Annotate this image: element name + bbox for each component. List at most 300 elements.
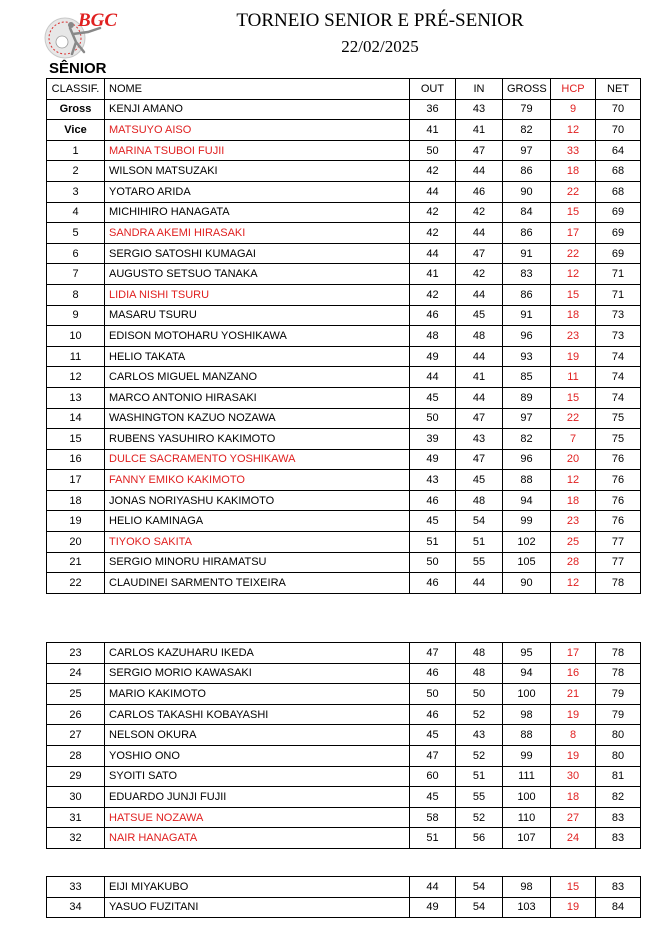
col-header-out: OUT [410,79,456,100]
cell-in: 44 [456,387,503,408]
cell-hcp: 18 [551,161,596,182]
cell-gross: 100 [503,787,551,808]
cell-gross: 99 [503,745,551,766]
table-row [47,828,641,849]
cell-hcp: 12 [551,120,596,141]
cell-classif: 12 [47,367,105,388]
table-row [47,552,641,573]
cell-net: 80 [596,725,641,746]
col-header-net: NET [596,79,641,100]
cell-hcp: 19 [551,346,596,367]
cell-in: 43 [456,725,503,746]
cell-classif: 30 [47,787,105,808]
cell-classif: 6 [47,243,105,264]
cell-hcp: 30 [551,766,596,787]
cell-nome: CARLOS MIGUEL MANZANO [105,367,410,388]
cell-hcp: 24 [551,828,596,849]
cell-gross: 90 [503,181,551,202]
cell-net: 69 [596,202,641,223]
cell-gross: 90 [503,573,551,594]
table-row [47,490,641,511]
table-row [47,429,641,450]
cell-nome: WASHINGTON KAZUO NOZAWA [105,408,410,429]
cell-out: 46 [410,490,456,511]
cell-hcp: 15 [551,202,596,223]
table-row [47,704,641,725]
cell-out: 46 [410,704,456,725]
cell-nome: MICHIHIRO HANAGATA [105,202,410,223]
cell-out: 50 [410,684,456,705]
cell-classif: 1 [47,140,105,161]
col-header-classif: CLASSIF. [47,79,105,100]
cell-net: 76 [596,449,641,470]
cell-in: 47 [456,408,503,429]
cell-net: 68 [596,181,641,202]
cell-nome: YASUO FUZITANI [105,897,410,918]
table-row [47,511,641,532]
cell-net: 73 [596,326,641,347]
cell-hcp: 28 [551,552,596,573]
cell-out: 50 [410,408,456,429]
cell-classif: 4 [47,202,105,223]
cell-gross: 97 [503,140,551,161]
cell-gross: 91 [503,243,551,264]
cell-gross: 103 [503,897,551,918]
cell-net: 79 [596,704,641,725]
cell-gross: 83 [503,264,551,285]
results-table-group-2 [46,642,641,849]
cell-out: 60 [410,766,456,787]
cell-hcp: 25 [551,532,596,553]
cell-net: 64 [596,140,641,161]
cell-out: 46 [410,305,456,326]
cell-hcp: 17 [551,643,596,664]
club-logo [40,8,126,66]
cell-hcp: 18 [551,787,596,808]
cell-out: 42 [410,284,456,305]
cell-in: 52 [456,745,503,766]
cell-gross: 105 [503,552,551,573]
cell-hcp: 27 [551,807,596,828]
cell-out: 49 [410,897,456,918]
cell-out: 44 [410,181,456,202]
cell-nome: EDISON MOTOHARU YOSHIKAWA [105,326,410,347]
cell-net: 84 [596,897,641,918]
cell-gross: 86 [503,223,551,244]
cell-out: 49 [410,449,456,470]
cell-net: 79 [596,684,641,705]
cell-hcp: 9 [551,99,596,120]
cell-out: 51 [410,532,456,553]
cell-in: 44 [456,161,503,182]
cell-nome: DULCE SACRAMENTO YOSHIKAWA [105,449,410,470]
cell-in: 48 [456,326,503,347]
cell-gross: 79 [503,99,551,120]
cell-out: 45 [410,725,456,746]
cell-hcp: 19 [551,704,596,725]
table-row [47,684,641,705]
cell-net: 76 [596,470,641,491]
cell-nome: MATSUYO AISO [105,120,410,141]
cell-nome: SERGIO MINORU HIRAMATSU [105,552,410,573]
cell-classif: 23 [47,643,105,664]
cell-hcp: 7 [551,429,596,450]
cell-hcp: 12 [551,573,596,594]
table-row [47,284,641,305]
cell-gross: 98 [503,877,551,898]
table-row [47,877,641,898]
cell-classif: 22 [47,573,105,594]
table-row [47,807,641,828]
cell-net: 75 [596,408,641,429]
cell-net: 74 [596,367,641,388]
cell-in: 44 [456,346,503,367]
cell-classif: 7 [47,264,105,285]
cell-nome: HELIO KAMINAGA [105,511,410,532]
cell-nome: EDUARDO JUNJI FUJII [105,787,410,808]
cell-net: 78 [596,663,641,684]
cell-out: 41 [410,120,456,141]
cell-nome: TIYOKO SAKITA [105,532,410,553]
cell-net: 82 [596,787,641,808]
cell-classif: 2 [47,161,105,182]
cell-in: 51 [456,532,503,553]
table-header-row [47,79,641,100]
cell-gross: 96 [503,449,551,470]
cell-net: 80 [596,745,641,766]
table-row [47,367,641,388]
cell-nome: JONAS NORIYASHU KAKIMOTO [105,490,410,511]
cell-nome: YOSHIO ONO [105,745,410,766]
cell-net: 78 [596,643,641,664]
cell-in: 47 [456,140,503,161]
cell-nome: RUBENS YASUHIRO KAKIMOTO [105,429,410,450]
cell-in: 48 [456,663,503,684]
table-row [47,326,641,347]
cell-net: 71 [596,264,641,285]
table-row [47,573,641,594]
cell-classif: 26 [47,704,105,725]
cell-net: 69 [596,243,641,264]
cell-gross: 102 [503,532,551,553]
table-row [47,663,641,684]
cell-nome: KENJI AMANO [105,99,410,120]
cell-net: 69 [596,223,641,244]
cell-gross: 86 [503,284,551,305]
cell-hcp: 18 [551,305,596,326]
cell-in: 45 [456,470,503,491]
cell-hcp: 22 [551,181,596,202]
cell-gross: 110 [503,807,551,828]
cell-gross: 89 [503,387,551,408]
cell-net: 70 [596,120,641,141]
cell-in: 51 [456,766,503,787]
table-row [47,223,641,244]
cell-nome: HELIO TAKATA [105,346,410,367]
cell-out: 36 [410,99,456,120]
cell-in: 54 [456,511,503,532]
cell-out: 48 [410,326,456,347]
cell-in: 50 [456,684,503,705]
table-row [47,202,641,223]
cell-classif: 25 [47,684,105,705]
table-row [47,243,641,264]
cell-nome: EIJI MIYAKUBO [105,877,410,898]
cell-classif: 14 [47,408,105,429]
cell-nome: FANNY EMIKO KAKIMOTO [105,470,410,491]
cell-in: 44 [456,223,503,244]
cell-net: 83 [596,807,641,828]
table-row [47,264,641,285]
cell-out: 51 [410,828,456,849]
cell-classif: 13 [47,387,105,408]
cell-net: 78 [596,573,641,594]
cell-classif: 5 [47,223,105,244]
page-title: TORNEIO SENIOR E PRÉ-SENIOR [236,10,524,31]
cell-net: 83 [596,877,641,898]
table-row [47,532,641,553]
cell-classif: 29 [47,766,105,787]
cell-hcp: 23 [551,326,596,347]
col-header-nome: NOME [105,79,410,100]
cell-gross: 85 [503,367,551,388]
cell-in: 47 [456,243,503,264]
cell-classif: 31 [47,807,105,828]
col-header-hcp: HCP [551,79,596,100]
cell-out: 39 [410,429,456,450]
table-row [47,787,641,808]
cell-out: 44 [410,367,456,388]
table-row [47,745,641,766]
cell-classif: 28 [47,745,105,766]
cell-hcp: 23 [551,511,596,532]
cell-gross: 100 [503,684,551,705]
cell-gross: 88 [503,725,551,746]
cell-hcp: 16 [551,663,596,684]
cell-hcp: 8 [551,725,596,746]
table-row [47,470,641,491]
cell-nome: MARINA TSUBOI FUJII [105,140,410,161]
cell-net: 71 [596,284,641,305]
cell-nome: CLAUDINEI SARMENTO TEIXEIRA [105,573,410,594]
cell-in: 54 [456,877,503,898]
cell-classif: 32 [47,828,105,849]
cell-hcp: 12 [551,264,596,285]
cell-in: 55 [456,787,503,808]
cell-gross: 94 [503,490,551,511]
cell-out: 50 [410,552,456,573]
cell-out: 50 [410,140,456,161]
cell-nome: CARLOS KAZUHARU IKEDA [105,643,410,664]
cell-net: 73 [596,305,641,326]
cell-out: 41 [410,264,456,285]
cell-in: 55 [456,552,503,573]
cell-gross: 82 [503,120,551,141]
cell-nome: AUGUSTO SETSUO TANAKA [105,264,410,285]
cell-net: 74 [596,346,641,367]
cell-in: 44 [456,573,503,594]
table-row [47,99,641,120]
cell-hcp: 15 [551,284,596,305]
cell-nome: SERGIO MORIO KAWASAKI [105,663,410,684]
cell-in: 52 [456,704,503,725]
table-row [47,408,641,429]
cell-in: 43 [456,99,503,120]
cell-nome: LIDIA NISHI TSURU [105,284,410,305]
results-table-group-1 [46,78,641,594]
cell-gross: 93 [503,346,551,367]
section-title: SÊNIOR [49,60,107,77]
cell-gross: 111 [503,766,551,787]
cell-out: 58 [410,807,456,828]
cell-classif: 18 [47,490,105,511]
cell-classif: 9 [47,305,105,326]
results-table-group-3 [46,876,641,918]
cell-net: 76 [596,511,641,532]
cell-net: 83 [596,828,641,849]
cell-out: 45 [410,387,456,408]
cell-hcp: 19 [551,897,596,918]
cell-nome: HATSUE NOZAWA [105,807,410,828]
cell-in: 42 [456,264,503,285]
page-date: 22/02/2025 [341,37,419,56]
cell-in: 54 [456,897,503,918]
cell-hcp: 21 [551,684,596,705]
cell-classif: 17 [47,470,105,491]
cell-classif: 10 [47,326,105,347]
cell-nome: NAIR HANAGATA [105,828,410,849]
cell-out: 47 [410,643,456,664]
cell-in: 48 [456,643,503,664]
table-row [47,305,641,326]
table-row [47,766,641,787]
cell-nome: MARCO ANTONIO HIRASAKI [105,387,410,408]
table-row [47,449,641,470]
cell-classif: 16 [47,449,105,470]
table-row [47,725,641,746]
cell-in: 43 [456,429,503,450]
cell-gross: 88 [503,470,551,491]
cell-gross: 86 [503,161,551,182]
table-row [47,387,641,408]
cell-in: 47 [456,449,503,470]
cell-out: 43 [410,470,456,491]
cell-in: 42 [456,202,503,223]
cell-hcp: 15 [551,877,596,898]
cell-out: 49 [410,346,456,367]
cell-gross: 99 [503,511,551,532]
cell-classif: Gross [47,99,105,120]
cell-hcp: 18 [551,490,596,511]
cell-hcp: 20 [551,449,596,470]
cell-nome: WILSON MATSUZAKI [105,161,410,182]
cell-in: 44 [456,284,503,305]
cell-hcp: 12 [551,470,596,491]
cell-classif: 34 [47,897,105,918]
cell-out: 45 [410,511,456,532]
cell-gross: 95 [503,643,551,664]
cell-in: 41 [456,367,503,388]
cell-out: 45 [410,787,456,808]
cell-classif: 19 [47,511,105,532]
cell-gross: 98 [503,704,551,725]
cell-classif: 11 [47,346,105,367]
cell-hcp: 17 [551,223,596,244]
cell-hcp: 19 [551,745,596,766]
cell-net: 75 [596,429,641,450]
cell-nome: CARLOS TAKASHI KOBAYASHI [105,704,410,725]
col-header-gross: GROSS [503,79,551,100]
cell-out: 44 [410,243,456,264]
cell-nome: MASARU TSURU [105,305,410,326]
cell-net: 70 [596,99,641,120]
table-row [47,120,641,141]
cell-hcp: 22 [551,408,596,429]
cell-out: 42 [410,161,456,182]
cell-net: 76 [596,490,641,511]
cell-out: 46 [410,663,456,684]
cell-out: 42 [410,223,456,244]
cell-in: 41 [456,120,503,141]
col-header-in: IN [456,79,503,100]
cell-net: 77 [596,532,641,553]
cell-out: 42 [410,202,456,223]
cell-in: 56 [456,828,503,849]
cell-classif: 24 [47,663,105,684]
cell-gross: 97 [503,408,551,429]
cell-nome: SERGIO SATOSHI KUMAGAI [105,243,410,264]
cell-out: 47 [410,745,456,766]
cell-classif: Vice [47,120,105,141]
cell-in: 48 [456,490,503,511]
cell-nome: SYOITI SATO [105,766,410,787]
cell-net: 74 [596,387,641,408]
cell-in: 46 [456,181,503,202]
cell-out: 44 [410,877,456,898]
table-row [47,897,641,918]
table-row [47,346,641,367]
cell-classif: 8 [47,284,105,305]
cell-gross: 82 [503,429,551,450]
cell-hcp: 15 [551,387,596,408]
table-row [47,140,641,161]
table-row [47,643,641,664]
cell-net: 81 [596,766,641,787]
cell-classif: 15 [47,429,105,450]
logo-text: BGC [78,10,118,31]
cell-gross: 91 [503,305,551,326]
cell-classif: 33 [47,877,105,898]
cell-gross: 96 [503,326,551,347]
cell-gross: 94 [503,663,551,684]
cell-hcp: 33 [551,140,596,161]
cell-gross: 84 [503,202,551,223]
cell-classif: 21 [47,552,105,573]
cell-nome: NELSON OKURA [105,725,410,746]
cell-hcp: 11 [551,367,596,388]
cell-classif: 27 [47,725,105,746]
cell-net: 68 [596,161,641,182]
cell-classif: 3 [47,181,105,202]
cell-nome: SANDRA AKEMI HIRASAKI [105,223,410,244]
table-row [47,161,641,182]
cell-in: 45 [456,305,503,326]
table-row [47,181,641,202]
cell-nome: MARIO KAKIMOTO [105,684,410,705]
cell-net: 77 [596,552,641,573]
cell-gross: 107 [503,828,551,849]
cell-in: 52 [456,807,503,828]
